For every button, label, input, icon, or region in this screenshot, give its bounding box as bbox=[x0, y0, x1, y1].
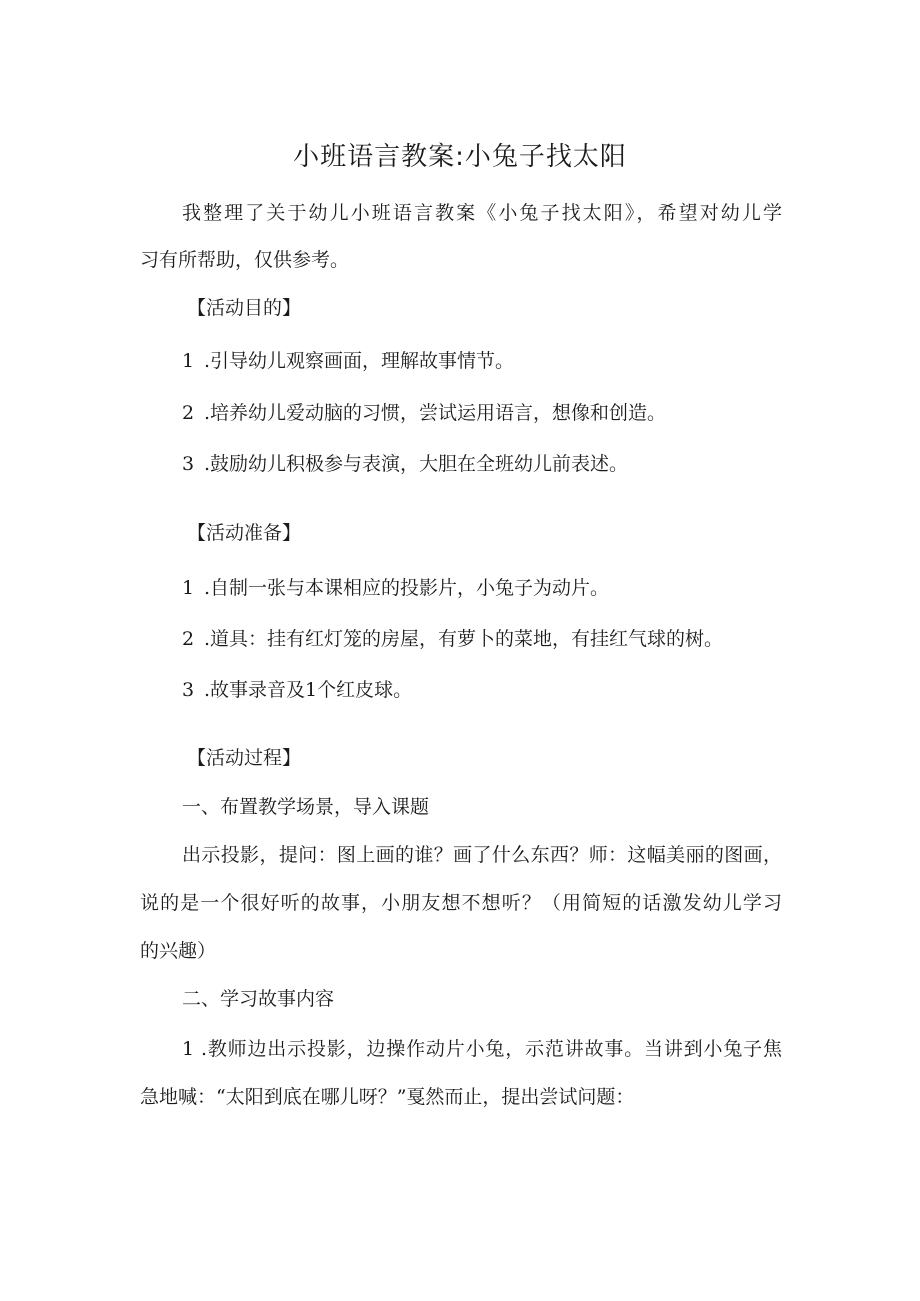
prep-item-number: 3 bbox=[182, 679, 195, 701]
process-heading: 【活动过程】 bbox=[187, 747, 302, 769]
goals-item bbox=[182, 401, 666, 425]
prep-item bbox=[182, 678, 412, 702]
prep-item-number: 2 bbox=[182, 628, 195, 650]
section-1-line-1: 出示投影，提问：图上画的谁？画了什么东西？师：这幅美丽的图画， bbox=[182, 844, 782, 866]
goals-item-number: 3 bbox=[182, 453, 195, 475]
section-2-line-1: 1 .教师边出示投影，边操作动片小兔，示范讲故事。当讲到小兔子焦 bbox=[182, 1038, 782, 1060]
section-1-line-2: 说的是一个很好听的故事，小朋友想不想听？（用简短的话激发幼儿学习 bbox=[140, 892, 782, 914]
section-1-line-3: 的兴趣） bbox=[140, 940, 217, 962]
goals-item-number: 1 bbox=[182, 350, 195, 372]
intro-line-2: 习有所帮助，仅供参考。 bbox=[140, 249, 350, 271]
goals-item-text: .引导幼儿观察画面，理解故事情节。 bbox=[204, 350, 515, 372]
intro-line-1: 我整理了关于幼儿小班语言教案《小兔子找太阳》，希望对幼儿学 bbox=[182, 202, 782, 224]
goals-item bbox=[182, 349, 514, 373]
prep-item-number: 1 bbox=[182, 577, 195, 599]
goals-item-text: .鼓励幼儿积极参与表演，大胆在全班幼儿前表述。 bbox=[204, 453, 629, 475]
goals-item bbox=[182, 452, 628, 476]
goals-item-text: .培养幼儿爱动脑的习惯，尝试运用语言，想像和创造。 bbox=[204, 402, 667, 424]
document-title: 小班语言教案:小兔子找太阳 bbox=[293, 142, 627, 172]
prep-item-text: .自制一张与本课相应的投影片，小兔子为动片。 bbox=[204, 577, 610, 599]
prep-item bbox=[182, 627, 723, 651]
goals-heading: 【活动目的】 bbox=[187, 297, 302, 319]
section-1-title: 一、布置教学场景，导入课题 bbox=[182, 796, 430, 818]
prep-item bbox=[182, 576, 609, 600]
prep-item-text: .道具：挂有红灯笼的房屋，有萝卜的菜地，有挂红气球的树。 bbox=[204, 628, 724, 650]
prep-heading: 【活动准备】 bbox=[187, 522, 302, 544]
section-2-line-2: 急地喊：“太阳到底在哪儿呀？”戛然而止，提出尝试问题： bbox=[140, 1086, 635, 1108]
goals-item-number: 2 bbox=[182, 402, 195, 424]
prep-item-text: .故事录音及1个红皮球。 bbox=[204, 679, 413, 701]
section-2-title: 二、学习故事内容 bbox=[182, 988, 335, 1010]
